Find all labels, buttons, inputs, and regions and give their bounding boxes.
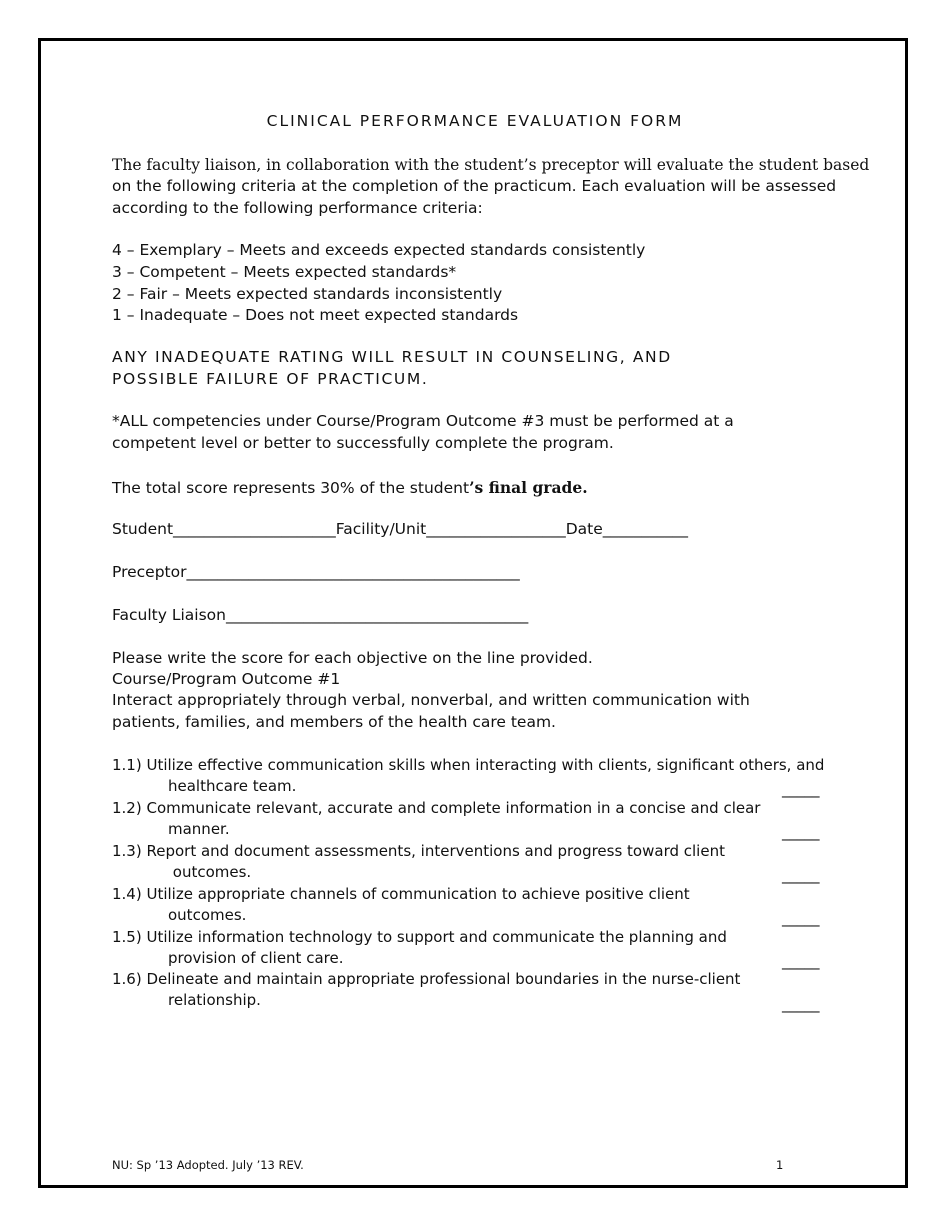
score-blank-1-1[interactable]: _____: [782, 780, 820, 798]
objective-1-3-cont: outcomes.: [168, 863, 252, 881]
score-blank-1-6[interactable]: _____: [782, 995, 820, 1013]
objective-1-6: 1.6) Delineate and maintain appropriate professional boundaries in the nurse-client: [112, 970, 741, 988]
score-blank-1-4[interactable]: _____: [782, 909, 820, 927]
criteria-3: 3 – Competent – Meets expected standards*: [112, 263, 457, 281]
note-line-2: competent level or better to successfully complete the program.: [112, 434, 614, 452]
intro-line-3: according to the following performance criteria:: [112, 199, 483, 217]
page-number: 1: [776, 1158, 784, 1172]
intro-line-1: The faculty liaison, in collaboration with the student’s preceptor will evaluate the student based: [112, 156, 870, 174]
footer-revision: NU: Sp ’13 Adopted. July ’13 REV.: [112, 1158, 304, 1172]
faculty-liaison-field[interactable]: Faculty Liaison_______________________________________: [112, 606, 529, 624]
score-blank-1-2[interactable]: _____: [782, 823, 820, 841]
objective-1-6-cont: relationship.: [168, 991, 261, 1009]
objective-1-3: 1.3) Report and document assessments, interventions and progress toward client: [112, 842, 725, 860]
form-title: CLINICAL PERFORMANCE EVALUATION FORM: [266, 112, 684, 130]
score-blank-1-5[interactable]: _____: [782, 952, 820, 970]
warning-line-1: ANY INADEQUATE RATING WILL RESULT IN COUNSELING, AND: [112, 348, 672, 366]
outcome-heading: Course/Program Outcome #1: [112, 670, 341, 688]
objective-1-5-cont: provision of client care.: [168, 949, 344, 967]
outcome-desc-2: patients, families, and members of the health care team.: [112, 713, 556, 731]
criteria-4: 4 – Exemplary – Meets and exceeds expected standards consistently: [112, 241, 646, 259]
objective-1-1: 1.1) Utilize effective communication skills when interacting with clients, significant others, and: [112, 756, 825, 774]
note-line-1: *ALL competencies under Course/Program Outcome #3 must be performed at a: [112, 412, 734, 430]
objective-1-5: 1.5) Utilize information technology to support and communicate the planning and: [112, 928, 727, 946]
objective-1-4-cont: outcomes.: [168, 906, 247, 924]
preceptor-field[interactable]: Preceptor___________________________________________: [112, 563, 520, 581]
objective-1-2-cont: manner.: [168, 820, 230, 838]
criteria-2: 2 – Fair – Meets expected standards inconsistently: [112, 285, 503, 303]
criteria-1: 1 – Inadequate – Does not meet expected standards: [112, 306, 519, 324]
warning-line-2: POSSIBLE FAILURE OF PRACTICUM.: [112, 370, 429, 388]
score-prefix: The total score represents 30% of the student: [112, 479, 470, 497]
score-blank-1-3[interactable]: _____: [782, 866, 820, 884]
student-facility-date-field[interactable]: Student_____________________Facility/Unit__________________Date___________: [112, 520, 689, 538]
score-suffix: ’s final grade.: [469, 478, 588, 497]
intro-line-2: on the following criteria at the completion of the practicum. Each evaluation will be assessed: [112, 177, 837, 195]
instructions: Please write the score for each objective on the line provided.: [112, 649, 593, 667]
outcome-desc-1: Interact appropriately through verbal, nonverbal, and written communication with: [112, 691, 750, 709]
objective-1-4: 1.4) Utilize appropriate channels of communication to achieve positive client: [112, 885, 690, 903]
score-statement: [112, 477, 588, 500]
objective-1-1-cont: healthcare team.: [168, 777, 297, 795]
objective-1-2: 1.2) Communicate relevant, accurate and complete information in a concise and clear: [112, 799, 761, 817]
